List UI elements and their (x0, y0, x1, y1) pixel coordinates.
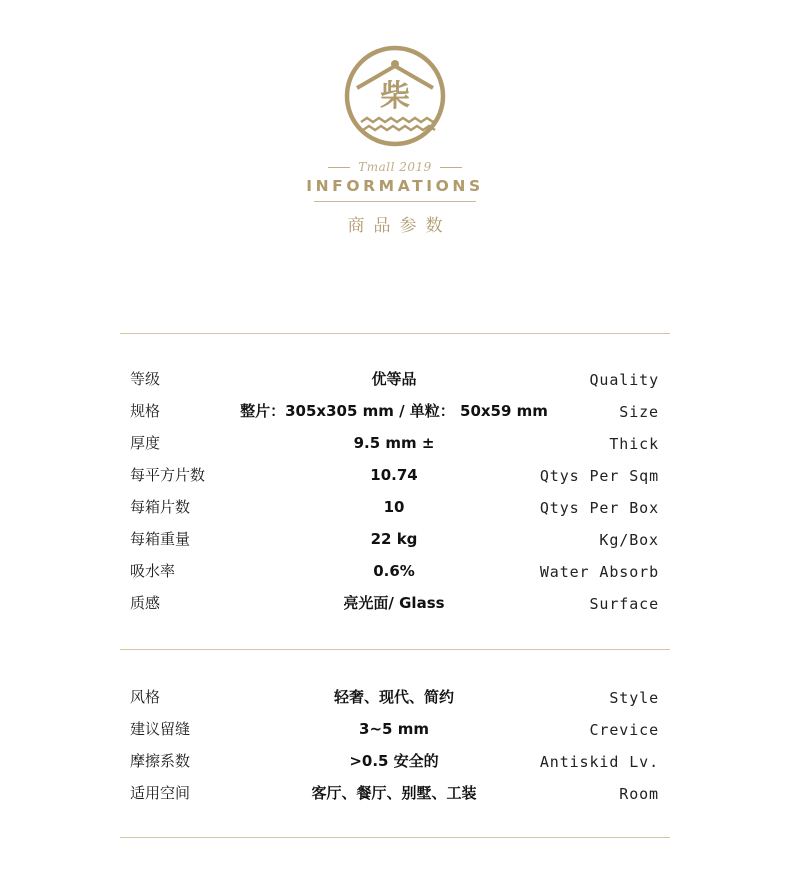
usage-row-antiskid (0, 745, 790, 777)
spec-label-en: Water Absorb (539, 563, 659, 581)
spec-label-en: Thick (609, 435, 659, 453)
spec-label-en: Surface (589, 595, 659, 613)
spec-table (0, 363, 790, 619)
spec-label-cn: 每箱片数 (130, 498, 191, 516)
spec-label-en: Qtys Per Box (539, 499, 659, 517)
spec-row-qtys-per-sqm (0, 459, 790, 491)
usage-label-en: Crevice (589, 721, 659, 739)
spec-label-cn: 质感 (130, 594, 161, 612)
spec-value: 9.5 mm ± (353, 434, 435, 452)
spec-label-cn: 等级 (130, 370, 161, 388)
usage-label-cn: 建议留缝 (130, 720, 191, 738)
section-subtitle-cn: 商品参数 (347, 216, 452, 236)
section-title: INFORMATIONS (306, 177, 484, 195)
spec-row-thick (0, 427, 790, 459)
spec-value: 优等品 (371, 370, 417, 388)
usage-label-cn: 风格 (130, 688, 161, 706)
brand-logo-icon (343, 44, 447, 148)
spec-label-cn: 吸水率 (130, 562, 176, 580)
usage-value: >0.5 安全的 (349, 752, 439, 770)
spec-label-en: Quality (589, 371, 659, 389)
caption-dash-left (328, 167, 350, 168)
spec-label-en: Qtys Per Sqm (539, 467, 659, 485)
spec-value: 22 kg (370, 530, 418, 548)
usage-label-cn: 摩擦系数 (130, 752, 191, 770)
tmall-year-caption (328, 160, 462, 174)
spec-label-en: Size (619, 403, 659, 421)
spec-value: 亮光面/ Glass (343, 594, 445, 612)
divider-middle (120, 649, 670, 650)
divider-bottom (120, 837, 670, 838)
usage-label-cn: 适用空间 (130, 784, 191, 802)
spec-row-water-absorb (0, 555, 790, 587)
usage-label-en: Style (609, 689, 659, 707)
usage-row-crevice (0, 713, 790, 745)
spec-label-cn: 厚度 (130, 434, 161, 452)
usage-label-en: Antiskid Lv. (539, 753, 659, 771)
title-underline (314, 201, 476, 202)
tmall-year-text: Tmall 2019 (358, 160, 432, 174)
usage-label-en: Room (619, 785, 659, 803)
usage-row-room (0, 777, 790, 809)
spec-row-qtys-per-box (0, 491, 790, 523)
spec-value: 10 (383, 498, 405, 516)
spec-row-quality (0, 363, 790, 395)
usage-value: 轻奢、现代、简约 (333, 688, 454, 706)
logo-character: 柴 (380, 79, 410, 114)
usage-value: 3~5 mm (359, 720, 429, 738)
spec-label-cn: 每箱重量 (130, 530, 191, 548)
spec-label-cn: 每平方片数 (130, 466, 206, 484)
usage-row-style (0, 681, 790, 713)
spec-row-size (0, 395, 790, 427)
divider-top (120, 333, 670, 334)
spec-value: 0.6% (373, 562, 415, 580)
spec-row-surface (0, 587, 790, 619)
brand-header (0, 44, 790, 236)
spec-label-en: Kg/Box (599, 531, 659, 549)
spec-row-kg-per-box (0, 523, 790, 555)
spec-value: 10.74 (370, 466, 418, 484)
usage-value: 客厅、餐厅、别墅、工装 (311, 784, 477, 802)
caption-dash-right (440, 167, 462, 168)
spec-value: 整片：305x305 mm / 单粒： 50x59 mm (240, 402, 548, 420)
usage-table (0, 681, 790, 809)
spec-label-cn: 规格 (130, 402, 161, 420)
